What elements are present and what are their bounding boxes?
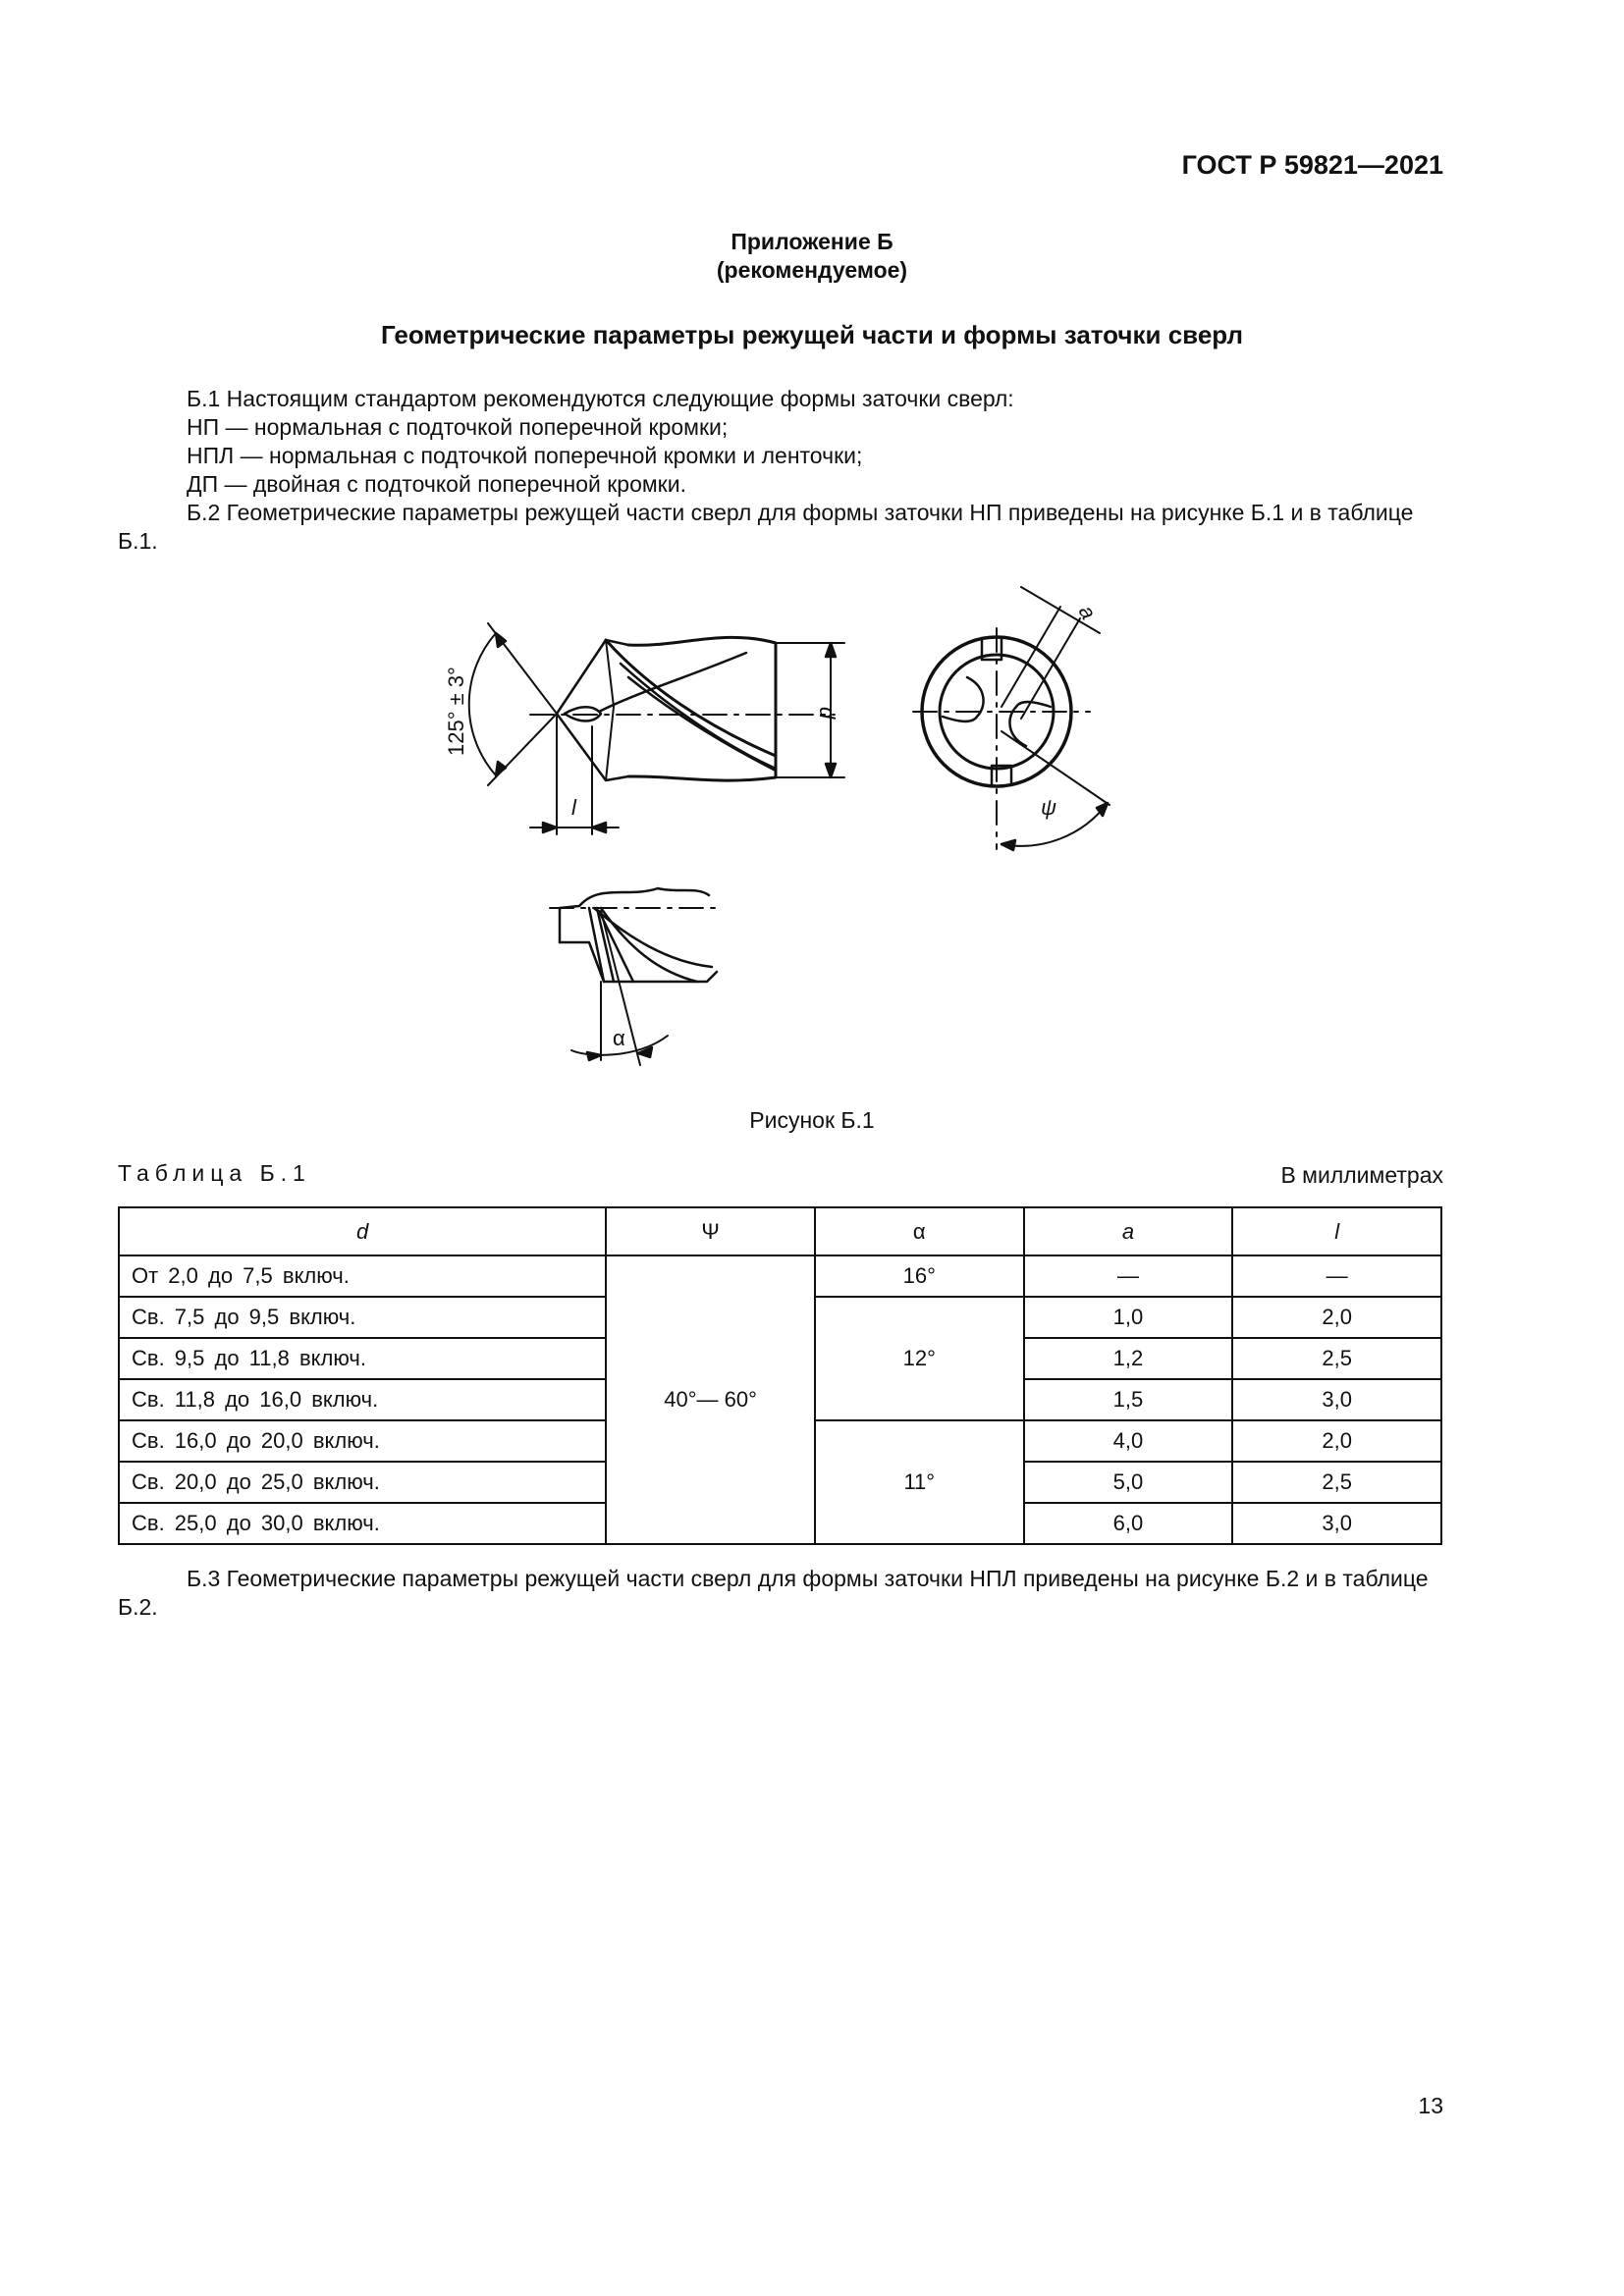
header-alpha: α <box>815 1207 1024 1255</box>
paragraph-b1: Б.1 Настоящим стандартом рекомендуются следующие формы заточки сверл: <box>187 386 1014 411</box>
cell-d: Св. 25,0 до 30,0 включ. <box>119 1503 606 1544</box>
diameter-label: d <box>815 707 839 720</box>
page-number: 13 <box>1418 2093 1443 2118</box>
a-label: a <box>1073 601 1102 624</box>
paragraph-np: НП — нормальная с подточкой поперечной кромки; <box>187 414 729 440</box>
cell-d: Св. 16,0 до 20,0 включ. <box>119 1420 606 1462</box>
paragraph-b3: Б.3 Геометрические параметры режущей части сверл для формы заточки НПЛ приведены на рисунке Б.2 и в таблице Б.2. <box>118 1566 1429 1620</box>
cell-alpha: 12° <box>815 1297 1024 1420</box>
header-l: l <box>1232 1207 1441 1255</box>
paragraph-dp: ДП — двойная с подточкой поперечной кромки. <box>187 471 686 497</box>
appendix-subtitle: (рекомендуемое) <box>716 257 908 283</box>
cell-a: 1,5 <box>1024 1379 1233 1420</box>
cell-a: 1,2 <box>1024 1338 1233 1379</box>
cell-d: Св. 11,8 до 16,0 включ. <box>119 1379 606 1420</box>
cell-d: Св. 9,5 до 11,8 включ. <box>119 1338 606 1379</box>
cell-a: 5,0 <box>1024 1462 1233 1503</box>
table-label: Таблица Б.1 <box>118 1160 311 1186</box>
table-header-row <box>119 1207 1441 1255</box>
header-a: a <box>1024 1207 1233 1255</box>
cell-a: 1,0 <box>1024 1297 1233 1338</box>
length-label: l <box>571 795 576 820</box>
header-d: d <box>119 1207 606 1255</box>
drill-detail-view <box>550 888 722 1065</box>
cell-l: 2,5 <box>1232 1462 1441 1503</box>
cell-d: Св. 7,5 до 9,5 включ. <box>119 1297 606 1338</box>
cell-a: — <box>1024 1255 1233 1297</box>
angle-label: 125° ± 3° <box>444 667 468 756</box>
cell-d: От 2,0 до 7,5 включ. <box>119 1255 606 1297</box>
section-title: Геометрические параметры режущей части и формы заточки сверл <box>380 320 1244 349</box>
table-units: В миллиметрах <box>1280 1162 1443 1188</box>
cell-l: 3,0 <box>1232 1379 1441 1420</box>
figure-caption: Рисунок Б.1 <box>749 1107 875 1133</box>
cell-l: — <box>1232 1255 1441 1297</box>
closing-paragraph <box>118 1565 1441 1622</box>
psi-label: ψ <box>1041 795 1057 820</box>
header-psi: Ψ <box>606 1207 815 1255</box>
cell-alpha: 16° <box>815 1255 1024 1297</box>
paragraph-npl: НПЛ — нормальная с подточкой поперечной кромки и ленточки; <box>187 443 863 468</box>
cell-l: 2,0 <box>1232 1297 1441 1338</box>
drill-end-view <box>913 587 1110 850</box>
cell-l: 2,0 <box>1232 1420 1441 1462</box>
alpha-label: α <box>613 1026 625 1050</box>
appendix-title: Приложение Б <box>731 229 893 254</box>
standard-header: ГОСТ Р 59821—2021 <box>1181 150 1443 180</box>
drill-side-view <box>469 623 844 834</box>
table-row <box>119 1255 1441 1297</box>
cell-psi: 40°— 60° <box>606 1255 815 1544</box>
figure-b1-drawing <box>0 0 1624 1099</box>
cell-alpha: 11° <box>815 1420 1024 1544</box>
cell-l: 2,5 <box>1232 1338 1441 1379</box>
cell-a: 6,0 <box>1024 1503 1233 1544</box>
paragraph-b2: Б.2 Геометрические параметры режущей части сверл для формы заточки НП приведены на рисунке Б.1 и в таблице Б.1. <box>118 500 1414 554</box>
cell-d: Св. 20,0 до 25,0 включ. <box>119 1462 606 1503</box>
parameters-table <box>118 1206 1442 1545</box>
cell-l: 3,0 <box>1232 1503 1441 1544</box>
cell-a: 4,0 <box>1024 1420 1233 1462</box>
